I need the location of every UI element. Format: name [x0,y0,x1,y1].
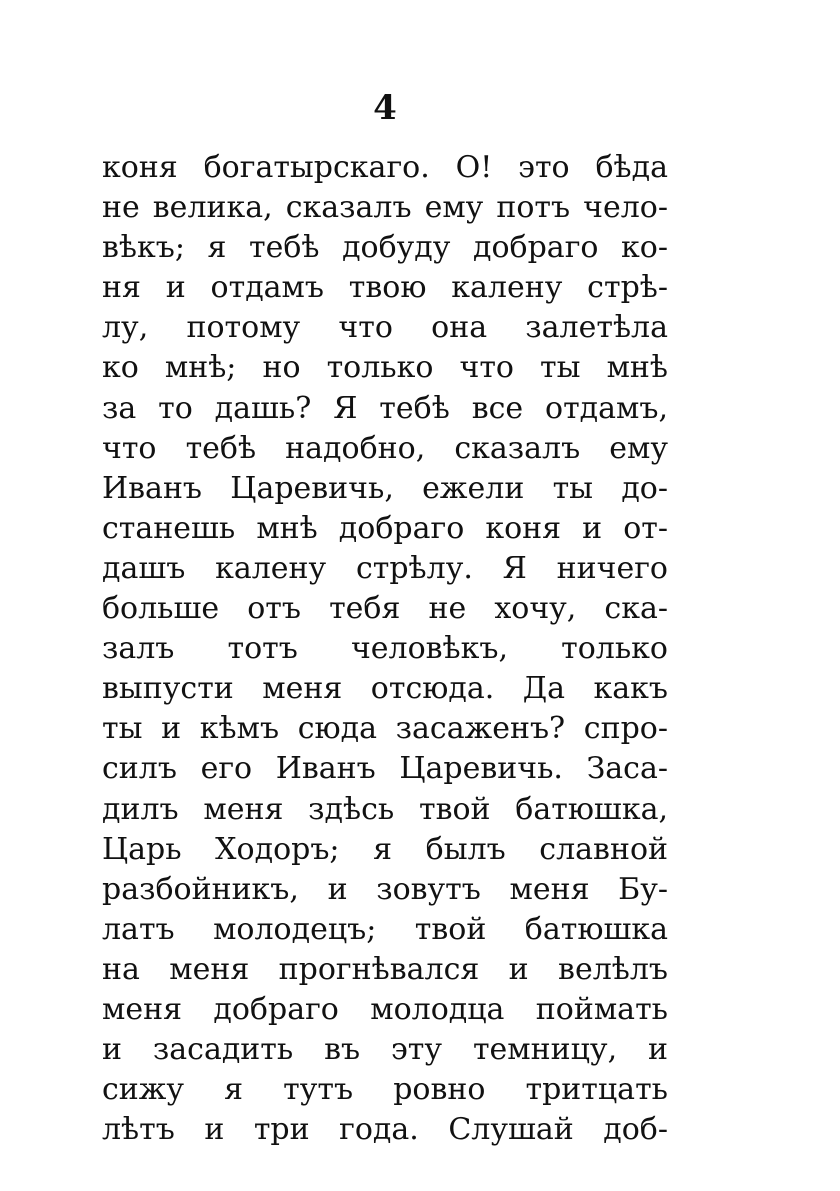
text-line: латъ молодецъ; твой батюшка [102,911,668,947]
text-line: сижу я тутъ ровно тритцать [102,1072,668,1108]
text-line: на меня прогнѣвался и велѣлъ [102,951,668,987]
text-line: дашъ калену стрѣлу. Я ничего [102,550,668,586]
text-line: станешь мнѣ добраго коня и от- [102,510,668,546]
text-line: меня добраго молодца поймать [102,991,668,1027]
text-line: не велика, сказалъ ему потъ чело- [102,190,668,226]
body-text [102,148,668,1150]
text-line: коня богатырскаго. О! это бѣда [102,150,668,185]
text-line: выпусти меня отсюда. Да какъ [102,671,668,707]
text-line: за то дашь? Я тебѣ все отдамъ, [102,390,668,426]
text-line: Иванъ Царевичь, ежели ты до- [102,470,668,506]
text-line: лѣтъ и три года. Слушай доб- [102,1112,668,1148]
page-number: 4 [373,88,397,128]
text-line: залъ тотъ человѣкъ, только [102,631,668,667]
text-line: разбойникъ, и зовутъ меня Бу- [102,871,668,907]
text-line: лу, потому что она залетѣла [102,310,668,346]
text-line: больше отъ тебя не хочу, ска- [102,591,668,627]
text-line: силъ его Иванъ Царевичь. Заса- [102,751,668,787]
text-line: вѣкъ; я тебѣ добуду добраго ко- [102,230,668,266]
text-line: что тебѣ надобно, сказалъ ему [102,430,668,466]
text-line: и засадить въ эту темницу, и [102,1032,668,1068]
text-line: ко мнѣ; но только что ты мнѣ [102,350,668,386]
text-line: дилъ меня здѣсь твой батюшка, [102,791,668,827]
text-line: ня и отдамъ твою калену стрѣ- [102,270,668,306]
text-line: ты и кѣмъ сюда засаженъ? спро- [102,711,668,747]
text-line: Царь Ходоръ; я былъ славной [102,831,668,867]
